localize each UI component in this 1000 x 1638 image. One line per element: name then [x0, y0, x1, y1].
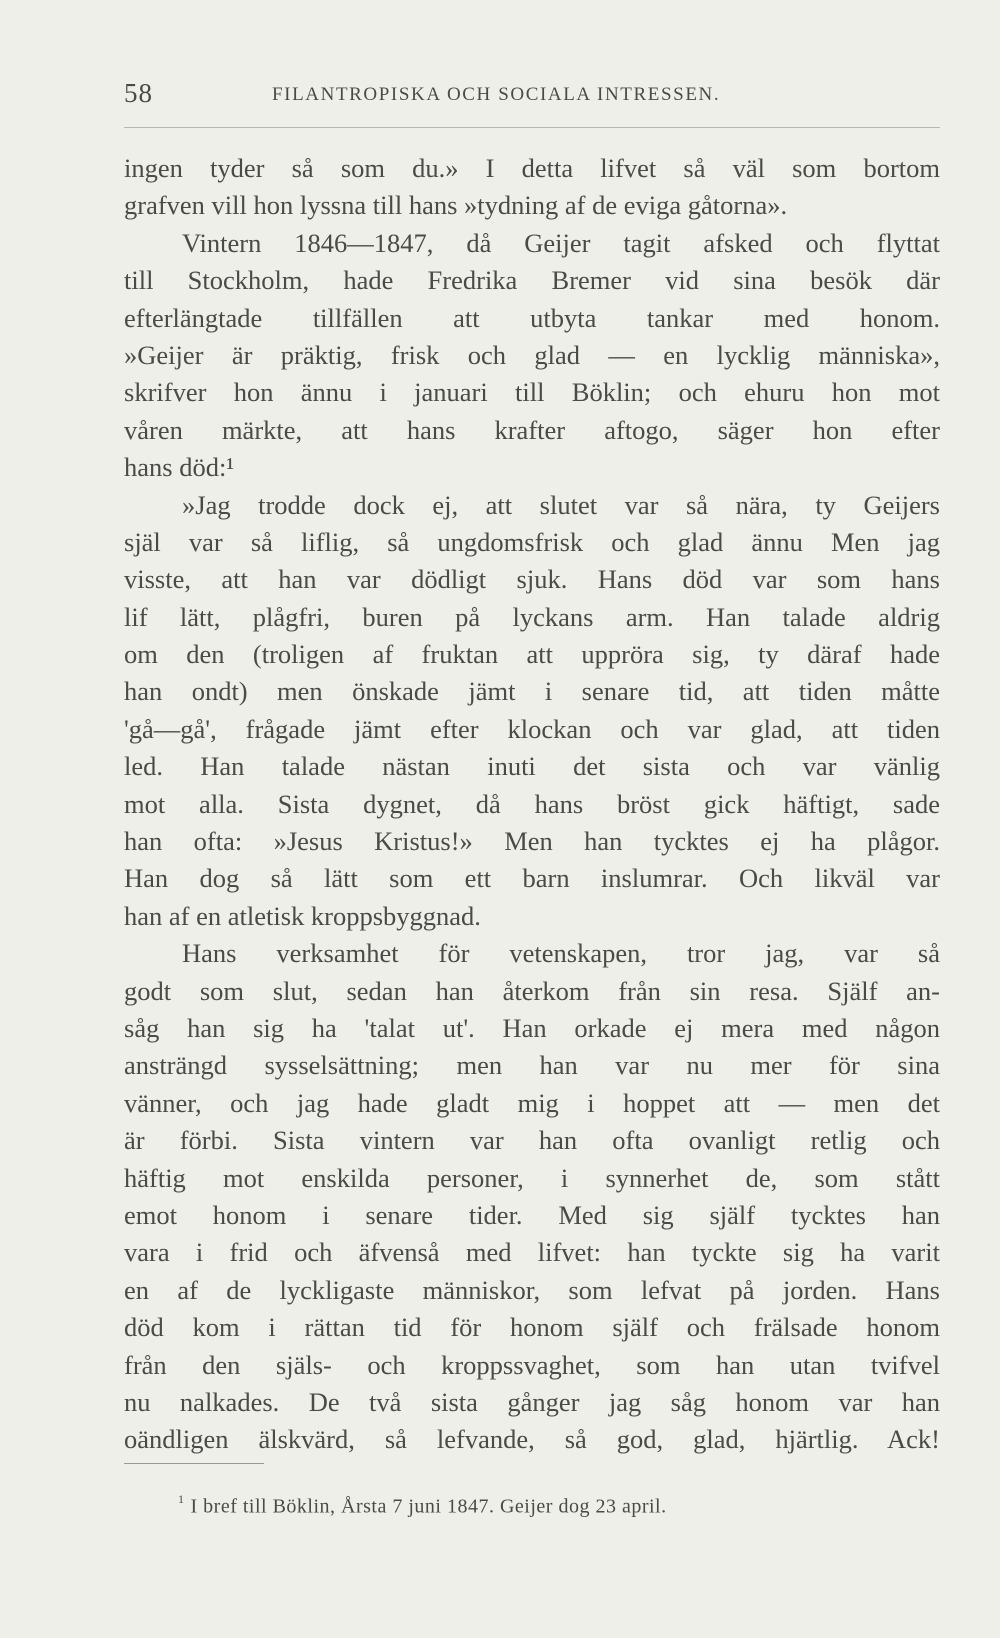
footnote-marker: 1	[178, 1492, 185, 1506]
text-line: våren märkte, att hans krafter aftogo, säger hon efter	[124, 414, 940, 445]
text-line: vara i frid och äfvenså med lifvet: han tyckte sig ha varit	[124, 1237, 940, 1268]
text-line: »Geijer är präktig, frisk och glad — en lycklig människa»,	[124, 339, 940, 370]
text-line: till Stockholm, hade Fredrika Bremer vid sina besök där	[124, 265, 940, 296]
text-line: han af en atletisk kroppsbyggnad.	[124, 900, 481, 931]
text-line: led. Han talade nästan inuti det sista och var vänlig	[124, 751, 940, 782]
text-line: lif lätt, plågfri, buren på lyckans arm. Han talade aldrig	[124, 601, 940, 632]
text-line: om den (troligen af fruktan att uppröra sig, ty däraf hade	[124, 639, 940, 670]
text-line: grafven vill hon lyssna till hans »tydning af de eviga gåtorna».	[124, 190, 788, 221]
footnote-text: I bref till Böklin, Årsta 7 juni 1847. Geijer dog 23 april.	[190, 1495, 667, 1518]
text-line: Han dog så lätt som ett barn inslumrar. Och likväl var	[124, 863, 940, 894]
text-line: visste, att han var dödligt sjuk. Hans död var som hans	[124, 564, 940, 595]
page-header	[124, 78, 940, 112]
running-title: FILANTROPISKA OCH SOCIALA INTRESSEN.	[272, 84, 721, 105]
text-line: 'gå—gå', frågade jämt efter klockan och var glad, att tiden	[124, 713, 940, 744]
text-line: såg han sig ha 'talat ut'. Han orkade ej mera med någon	[124, 1012, 940, 1043]
text-line: han ondt) men önskade jämt i senare tid, att tiden måtte	[124, 676, 940, 707]
text-line: hans död:¹	[124, 452, 235, 483]
text-line: emot honom i senare tider. Med sig själf tycktes han	[124, 1199, 940, 1230]
body-text	[124, 150, 940, 1459]
text-line: oändligen älskvärd, så lefvande, så god, glad, hjärtlig. Ack!	[124, 1424, 940, 1455]
text-line: vänner, och jag hade gladt mig i hoppet att — men det	[124, 1087, 940, 1118]
text-line: skrifver hon ännu i januari till Böklin; och ehuru hon mot	[124, 377, 940, 408]
text-line: en af de lyckligaste människor, som lefvat på jorden. Hans	[124, 1274, 940, 1305]
text-line: ingen tyder så som du.» I detta lifvet så väl som bortom	[124, 153, 940, 183]
text-line: godt som slut, sedan han återkom från sin resa. Själf an-	[124, 975, 940, 1006]
text-line: Hans verksamhet för vetenskapen, tror jag, var så	[182, 938, 940, 969]
text-line: han ofta: »Jesus Kristus!» Men han tycktes ej ha plågor.	[124, 826, 940, 857]
footnote	[178, 1486, 667, 1522]
text-line: häftig mot enskilda personer, i synnerhet de, som stått	[124, 1162, 940, 1193]
text-line: »Jag trodde dock ej, att slutet var så nära, ty Geijers	[182, 489, 940, 520]
page-number: 58	[124, 78, 153, 108]
text-line: från den själs- och kroppssvaghet, som han utan tvifvel	[124, 1349, 940, 1380]
text-line: själ var så liflig, så ungdomsfrisk och glad ännu Men jag	[124, 526, 940, 557]
text-line: död kom i rättan tid för honom själf och frälsade honom	[124, 1312, 940, 1343]
footnote-rule	[124, 1463, 264, 1464]
header-rule	[124, 127, 940, 128]
text-line: är förbi. Sista vintern var han ofta ovanligt retlig och	[124, 1125, 940, 1156]
text-line: Vintern 1846—1847, då Geijer tagit afsked och flyttat	[182, 227, 940, 258]
text-line: ansträngd sysselsättning; men han var nu mer för sina	[124, 1050, 940, 1081]
text-line: efterlängtade tillfällen att utbyta tankar med honom.	[124, 302, 940, 333]
text-line: mot alla. Sista dygnet, då hans bröst gick häftigt, sade	[124, 788, 940, 819]
text-line: nu nalkades. De två sista gånger jag såg honom var han	[124, 1386, 940, 1417]
